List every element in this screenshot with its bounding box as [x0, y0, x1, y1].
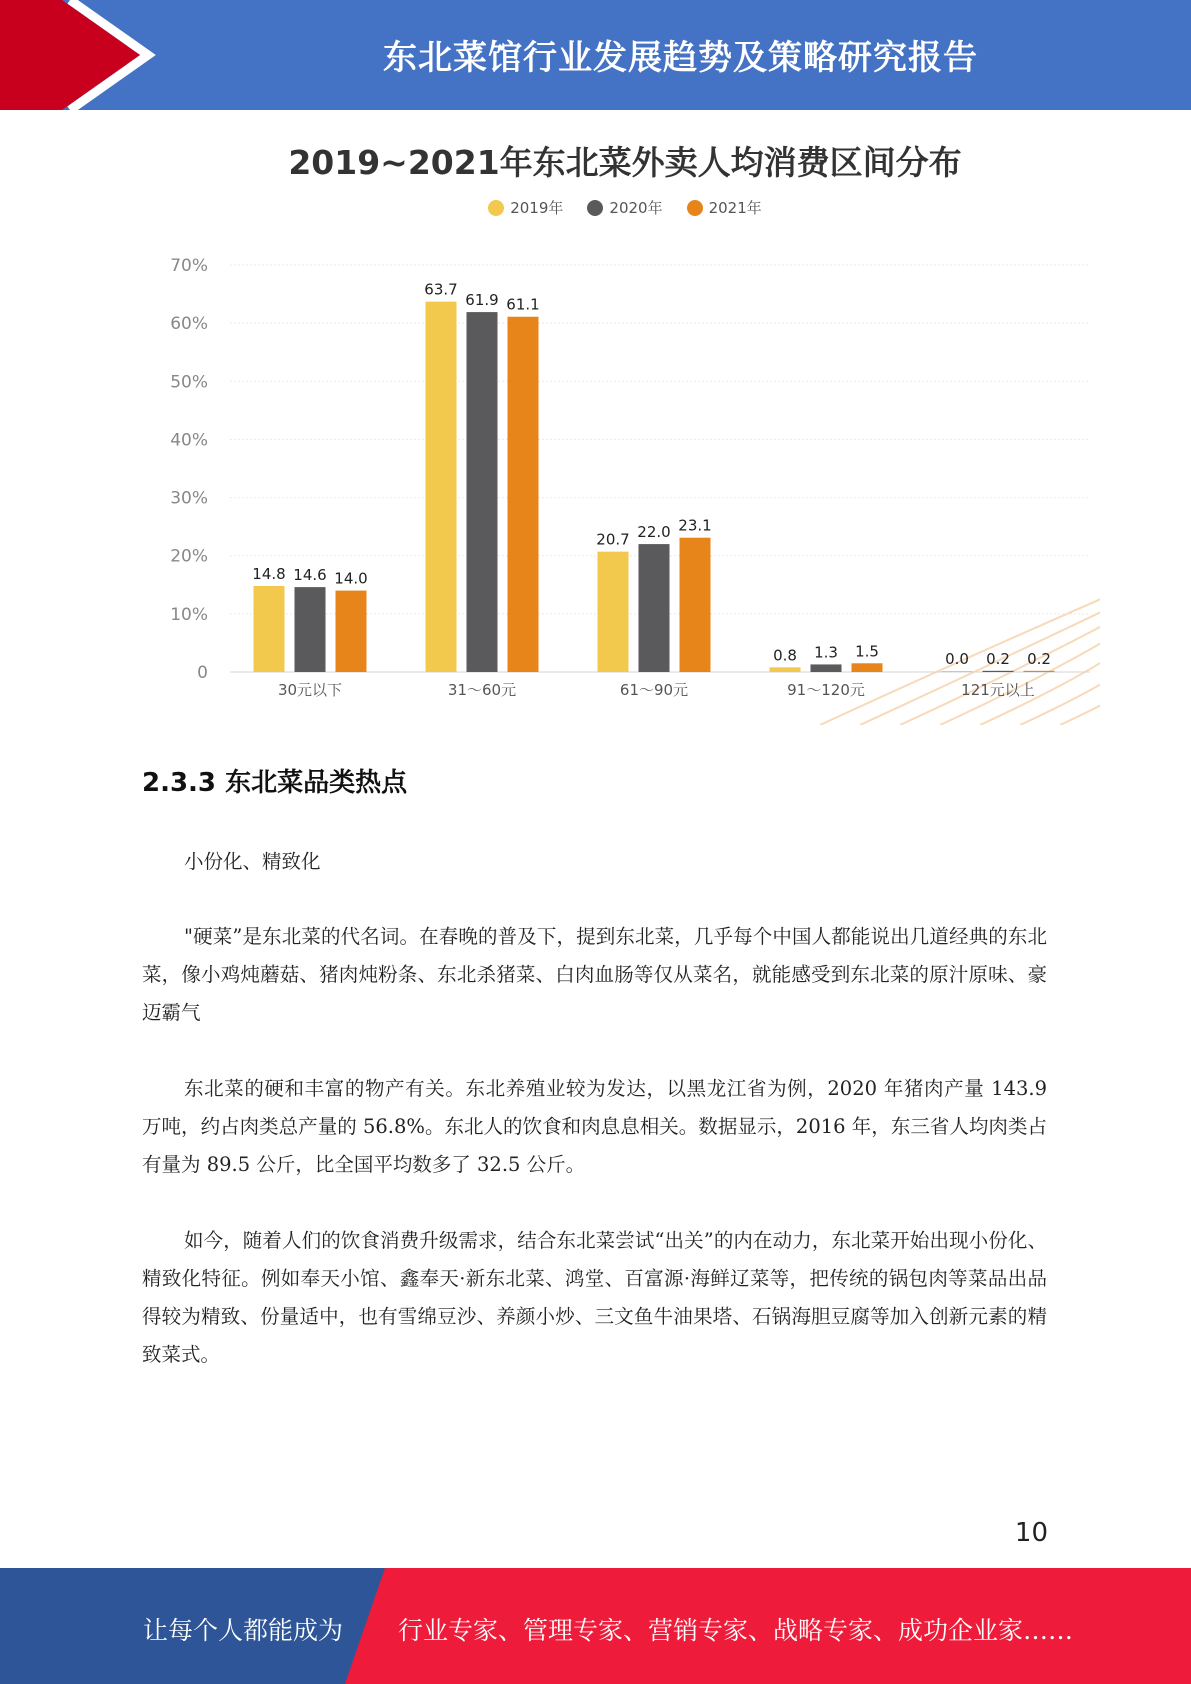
- y-tick-label: 10%: [170, 604, 208, 625]
- bar: [598, 552, 629, 672]
- legend-item-2021: [687, 197, 762, 218]
- data-label: 1.5: [855, 642, 879, 661]
- data-label: 0.2: [986, 649, 1010, 668]
- x-category-label: 31～60元: [447, 681, 517, 699]
- data-label: 61.1: [506, 295, 540, 314]
- page-number: 10: [1014, 1518, 1048, 1548]
- data-label: 23.1: [678, 516, 712, 535]
- chart-title: 2019~2021年东北菜外卖人均消费区间分布: [288, 143, 962, 182]
- report-title: 东北菜馆行业发展趋势及策略研究报告: [383, 38, 978, 78]
- data-label: 61.9: [465, 291, 499, 310]
- subheading-paragraph: 小份化、精致化: [184, 850, 321, 873]
- bar: [680, 538, 711, 672]
- body-paragraph-2: 东北菜的硬和丰富的物产有关。东北养殖业较为发达，以黑龙江省为例，2020 年猪肉产量 143.9 万吨，约占肉类总产量的 56.8%。东北人的饮食和肉息息相关。数据显示，2016 年，东三省人均肉类占有量为 89.5 公斤，比全国平均数多了 32.5 公斤。: [142, 1077, 1047, 1176]
- data-label: 0.2: [1027, 649, 1051, 668]
- y-tick-label: 30%: [170, 488, 208, 509]
- data-label: 0.0: [945, 650, 969, 668]
- bar: [942, 671, 973, 672]
- data-label: 14.8: [252, 564, 286, 583]
- x-category-label: 121元以上: [961, 681, 1035, 699]
- bar: [336, 591, 367, 672]
- x-category-label: 61～90元: [619, 681, 689, 699]
- report-header: [0, 0, 1191, 110]
- data-label: 14.0: [334, 569, 368, 588]
- legend-item-2019: [488, 197, 563, 218]
- y-tick-label: 70%: [170, 256, 208, 276]
- bar: [426, 302, 457, 672]
- bar: [983, 671, 1014, 672]
- bar: [295, 587, 326, 672]
- legend-label-2021: 2021年: [708, 199, 762, 217]
- footer-banner: [0, 1568, 1191, 1684]
- spending-distribution-chart: [150, 125, 1100, 725]
- section-heading: 2.3.3 东北菜品类热点: [142, 768, 408, 798]
- bar: [770, 667, 801, 672]
- y-tick-label: 0: [197, 663, 208, 683]
- corner-decoration-line: [900, 611, 1100, 725]
- y-tick-label: 60%: [170, 314, 208, 335]
- legend-swatch-2019: [488, 200, 504, 216]
- legend-swatch-2021: [687, 200, 703, 216]
- y-tick-label: 20%: [170, 546, 208, 567]
- bar: [508, 317, 539, 672]
- data-label: 14.6: [293, 566, 327, 585]
- body-paragraph-3: 如今，随着人们的饮食消费升级需求，结合东北菜尝试“出关”的内在动力，东北菜开始出现小份化、精致化特征。例如奉天小馆、鑫奉天·新东北菜、鸿堂、百富源·海鲜辽菜等，把传统的锅包肉等菜品出品得较为精致、份量适中，也有雪绵豆沙、养颜小炒、三文鱼牛油果塔、石锅海胆豆腐等加入创新元素的精致菜式。: [142, 1229, 1047, 1366]
- bar: [467, 312, 498, 672]
- data-label: 22.0: [637, 523, 671, 542]
- legend-item-2020: [587, 197, 662, 218]
- y-tick-label: 40%: [170, 430, 208, 451]
- x-category-label: 91～120元: [787, 681, 865, 699]
- y-tick-label: 50%: [170, 372, 208, 393]
- legend-swatch-2020: [587, 200, 603, 216]
- body-paragraph-1: "硬菜”是东北菜的代名词。在春晚的普及下，提到东北菜，几乎每个中国人都能说出几道经典的东北菜，像小鸡炖蘑菇、猪肉炖粉条、东北杀猪菜、白肉血肠等仅从菜名，就能感受到东北菜的原汁原味、豪迈霸气: [142, 925, 1047, 1024]
- footer-slogan-left: 让每个人都能成为: [143, 1616, 344, 1645]
- bar: [639, 544, 670, 672]
- data-label: 0.8: [773, 646, 797, 665]
- chart-legend: [150, 197, 1100, 218]
- data-label: 1.3: [814, 643, 838, 662]
- legend-label-2020: 2020年: [609, 199, 663, 217]
- data-label: 20.7: [596, 530, 630, 549]
- data-label: 63.7: [424, 280, 458, 299]
- bar: [811, 664, 842, 672]
- bar: [254, 586, 285, 672]
- bar: [852, 663, 883, 672]
- x-category-label: 30元以下: [277, 681, 343, 699]
- footer-slogan-right: 行业专家、管理专家、营销专家、战略专家、成功企业家……: [398, 1616, 1074, 1645]
- legend-label-2019: 2019年: [510, 199, 564, 217]
- bar: [1024, 671, 1055, 672]
